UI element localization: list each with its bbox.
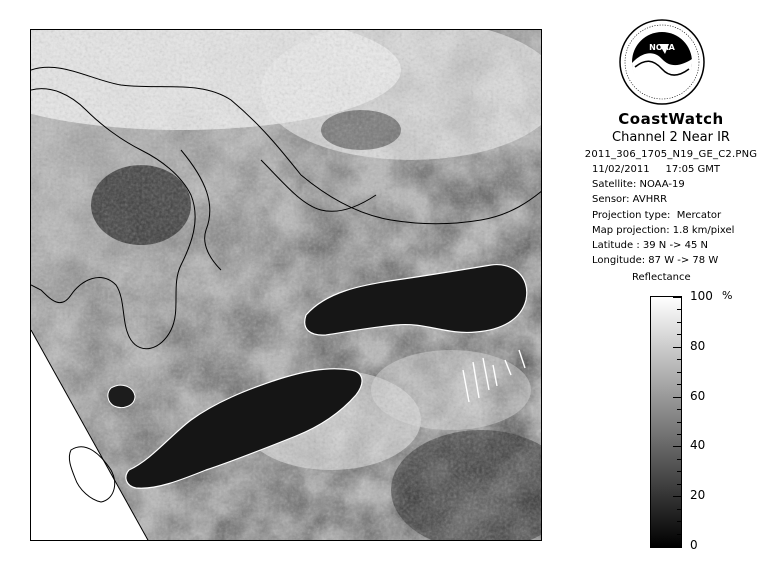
colorbar-minor-tick — [673, 496, 681, 497]
colorbar-tick-label: 80 — [690, 339, 706, 353]
filename-label: 2011_306_1705_N19_GE_C2.PNG — [584, 149, 758, 160]
colorbar-minor-tick — [677, 359, 681, 360]
colorbar-minor-tick — [677, 322, 681, 323]
colorbar-tick-label: 20 — [690, 488, 706, 502]
colorbar-minor-tick — [677, 309, 681, 310]
colorbar-minor-tick — [677, 484, 681, 485]
colorbar-minor-tick — [677, 384, 681, 385]
colorbar-tick-label: 0 — [690, 538, 698, 552]
colorbar-minor-tick — [677, 471, 681, 472]
colorbar-minor-tick — [673, 347, 681, 348]
colorbar-title: Reflectance — [632, 272, 691, 283]
datetime-text: 11/02/2011 17:05 GMT — [592, 164, 721, 175]
colorbar-minor-tick — [677, 434, 681, 435]
colorbar-minor-tick — [677, 334, 681, 335]
map-canvas — [31, 30, 542, 541]
product-title: CoastWatch — [618, 110, 724, 128]
info-panel — [560, 110, 782, 268]
colorbar-minor-tick — [677, 521, 681, 522]
colorbar-minor-tick — [677, 534, 681, 535]
colorbar-minor-tick — [673, 397, 681, 398]
colorbar-minor-tick — [677, 372, 681, 373]
colorbar-tick-label: 60 — [690, 389, 706, 403]
metadata-list — [592, 162, 782, 268]
lake-st-clair — [108, 385, 135, 407]
channel-label: Channel 2 Near IR — [612, 130, 730, 145]
satellite-text: Satellite: NOAA-19 — [592, 179, 685, 191]
satellite-map — [30, 29, 542, 541]
map-projection-text: Map projection: 1.8 km/pixel — [592, 224, 735, 236]
noaa-logo — [619, 19, 705, 105]
colorbar-tick-label: 100 — [690, 289, 713, 303]
longitude-text: Longitude: 87 W -> 78 W — [592, 255, 719, 267]
noaa-emblem-icon — [619, 19, 705, 105]
colorbar-minor-tick — [677, 459, 681, 460]
colorbar-unit: % — [722, 289, 733, 302]
colorbar-minor-tick — [677, 422, 681, 423]
colorbar-minor-tick — [673, 546, 681, 547]
colorbar-minor-tick — [673, 446, 681, 447]
projection-text: Projection type: Mercator — [592, 209, 722, 221]
latitude-text: Latitude : 39 N -> 45 N — [592, 240, 708, 252]
colorbar-tick-label: 40 — [690, 438, 706, 452]
svg-text:NOAA: NOAA — [649, 43, 675, 52]
colorbar-minor-tick — [677, 409, 681, 410]
colorbar-minor-tick — [677, 509, 681, 510]
colorbar-minor-tick — [673, 297, 681, 298]
sensor-text: Sensor: AVHRR — [592, 194, 668, 206]
